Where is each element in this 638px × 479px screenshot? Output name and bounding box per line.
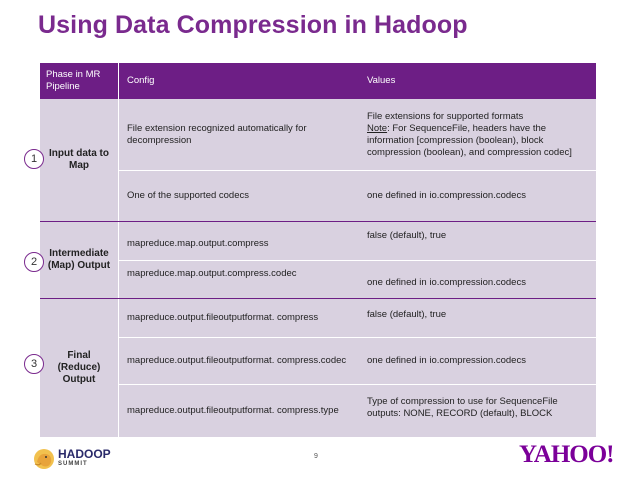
values-note: Note: For SequenceFile, headers have the information [compression (boolean), block compression (boolean), and compression codec]: [367, 122, 572, 158]
values-cell: Type of compression to use for SequenceFile outputs: NONE, RECORD (default), BLOCK: [359, 385, 596, 437]
step-badge-1: 1: [24, 149, 44, 169]
page-number: 9: [314, 453, 318, 460]
step-badge-3: 3: [24, 354, 44, 374]
values-cell: one defined in io.compression.codecs: [359, 261, 596, 298]
values-cell: false (default), true: [359, 299, 596, 337]
hadoop-summit-logo: [32, 440, 118, 474]
config-cell: mapreduce.output.fileoutputformat. compress.type: [119, 385, 359, 437]
values-cell: one defined in io.compression.codecs: [359, 338, 596, 384]
compression-table: [40, 63, 596, 437]
values-cell: one defined in io.compression.codecs: [359, 171, 596, 221]
header-phase: Phase in MR Pipeline: [40, 63, 119, 99]
hadoop-logo-text: HADOOP: [58, 447, 111, 461]
summit-logo-text: SUMMIT: [58, 461, 88, 467]
header-config: Config: [119, 63, 359, 99]
slide-title: Using Data Compression in Hadoop: [38, 11, 468, 39]
yahoo-logo: YAHOO!: [519, 441, 614, 468]
values-cell: [359, 99, 596, 170]
phase-label-intermediate: Intermediate (Map) Output: [40, 222, 119, 298]
config-cell: File extension recognized automatically for decompression: [119, 99, 359, 170]
config-cell: mapreduce.output.fileoutputformat. compress.codec: [119, 338, 359, 384]
phase-label-input: Input data to Map: [40, 99, 119, 221]
config-cell: mapreduce.output.fileoutputformat. compress: [119, 299, 359, 337]
header-values: Values: [359, 63, 596, 99]
step-badge-2: 2: [24, 252, 44, 272]
values-note-block: File extensions for supported formats Note: For SequenceFile, headers have the information [compression (boolean), block compression (boolean), and compression codec]: [367, 111, 588, 159]
config-cell: mapreduce.map.output.compress: [119, 222, 359, 260]
config-cell: One of the supported codecs: [119, 171, 359, 221]
values-cell: false (default), true: [359, 222, 596, 260]
config-cell: mapreduce.map.output.compress.codec: [119, 261, 359, 298]
phase-label-final: Final (Reduce) Output: [40, 299, 119, 437]
